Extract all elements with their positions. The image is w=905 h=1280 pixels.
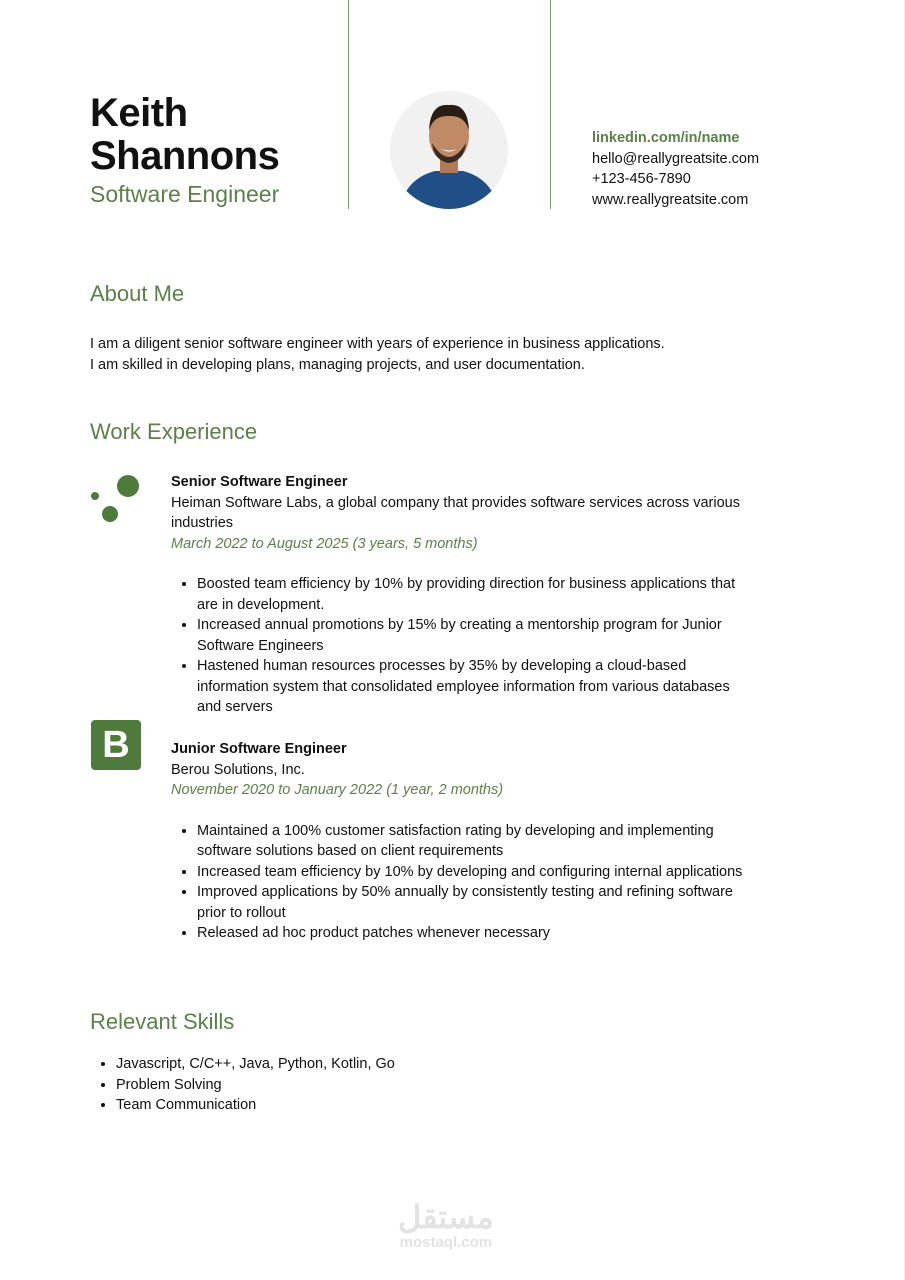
website-link[interactable]: www.reallygreatsite.com — [592, 191, 749, 208]
job-entry — [171, 739, 751, 944]
job-company: Berou Solutions, Inc. — [171, 761, 305, 778]
job-dates: March 2022 to August 2025 (3 years, 5 months) — [171, 535, 478, 552]
skills-list — [90, 1054, 395, 1116]
company-logo-b-icon: B — [91, 720, 141, 770]
job-bullet: • Increased team efficiency by 10% by developing and configuring internal applications — [197, 862, 751, 883]
work-heading: Work Experience — [90, 419, 258, 444]
watermark-latin: mostaql.com — [399, 1234, 493, 1251]
divider — [550, 0, 551, 209]
job-bullet: • Increased annual promotions by 15% by creating a mentorship program for Junior Software Engineers — [197, 615, 751, 656]
job-bullet: • Hastened human resources processes by 35% by developing a cloud-based information system that consolidated employee information from various databases and servers — [197, 656, 751, 718]
skill-item: • Javascript, C/C++, Java, Python, Kotlin, Go — [116, 1054, 395, 1075]
about-line: I am skilled in developing plans, managing projects, and user documentation. — [90, 356, 585, 373]
job-bullet: • Released ad hoc product patches whenever necessary — [197, 923, 751, 944]
profile-photo — [390, 91, 508, 209]
email-link[interactable]: hello@reallygreatsite.com — [592, 150, 760, 167]
watermark — [398, 1200, 494, 1251]
last-name: Shannons — [90, 134, 280, 178]
job-bullet: • Improved applications by 50% annually by consistently testing and refining software prior to rollout — [197, 882, 751, 923]
job-bullet: • Maintained a 100% customer satisfaction rating by developing and implementing software solutions based on client requirements — [197, 821, 751, 862]
phone: +123-456-7890 — [592, 171, 691, 187]
about-text — [90, 334, 665, 375]
job-entry — [171, 472, 751, 718]
about-line: I am a diligent senior software engineer with years of experience in business applications. — [90, 336, 665, 352]
job-dates: November 2020 to January 2022 (1 year, 2 months) — [171, 782, 504, 798]
first-name: Keith — [90, 91, 188, 135]
skills-heading: Relevant Skills — [90, 1009, 235, 1034]
about-heading: About Me — [90, 281, 185, 306]
linkedin-link[interactable]: linkedin.com/in/name — [592, 130, 740, 146]
candidate-name — [90, 92, 279, 178]
divider — [348, 0, 349, 209]
job-company: Heiman Software Labs, a global company that provides software services across various industries — [171, 494, 740, 531]
skill-item: • Problem Solving — [116, 1075, 395, 1096]
skill-item: • Team Communication — [116, 1095, 395, 1116]
job-title: Software Engineer — [90, 181, 280, 207]
job-entry-title: Senior Software Engineer — [171, 474, 348, 490]
job-entry-title: Junior Software Engineer — [171, 741, 347, 757]
contact-info — [592, 128, 759, 210]
company-logo-dots-icon — [90, 474, 142, 526]
watermark-arabic: مستقل — [398, 1199, 494, 1235]
job-bullet: • Boosted team efficiency by 10% by providing direction for business applications that are in development. — [197, 574, 751, 615]
